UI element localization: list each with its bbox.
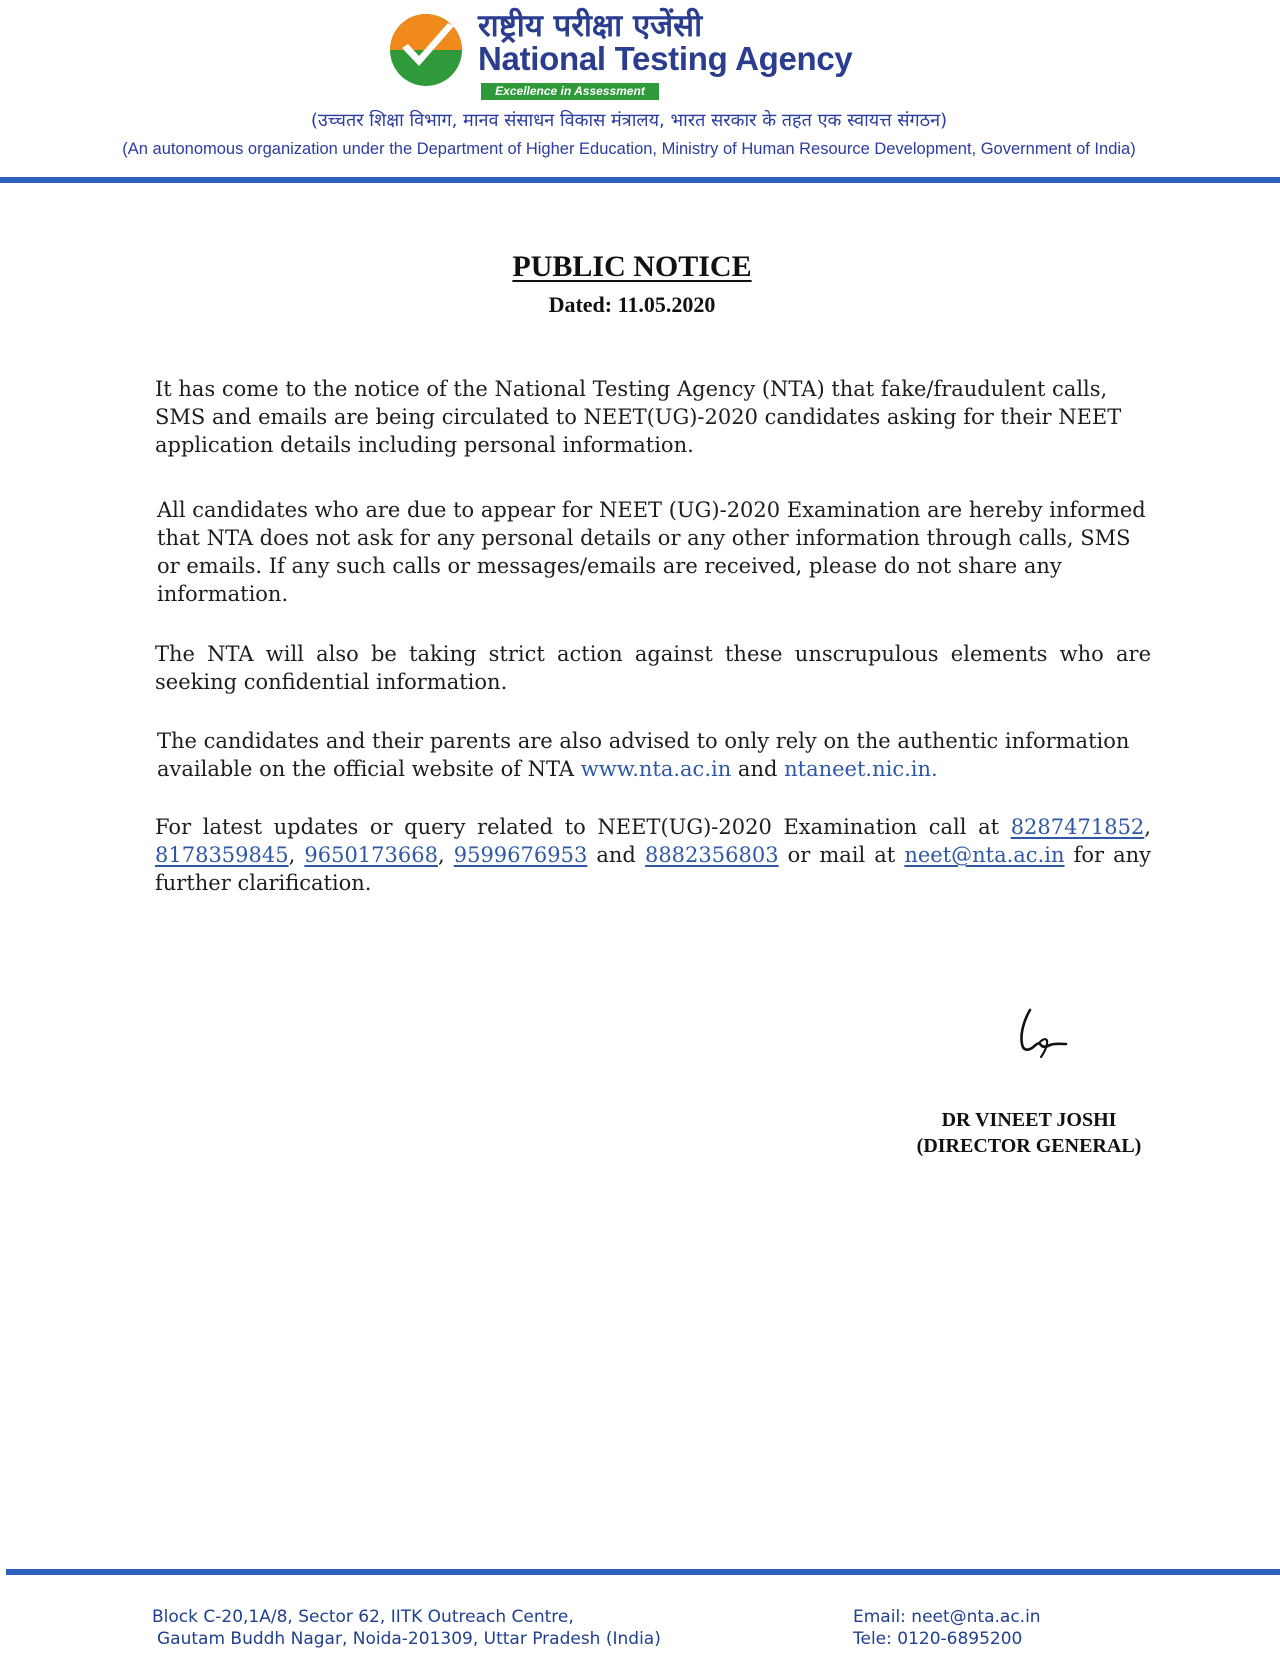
footer-email: Email: neet@nta.ac.in [853,1607,1041,1627]
signature-icon [1010,1004,1076,1064]
website-link-nta[interactable]: www.nta.ac.in [580,757,732,781]
subtitle-hindi: (उच्चतर शिक्षा विभाग, मानव संसाधन विकास मंत्रालय, भारत सरकार के तहत एक स्वायत्त संगठन) [310,110,948,131]
notice-title: PUBLIC NOTICE [512,250,752,283]
phone-link[interactable]: 8287471852 [1010,815,1145,839]
nta-logo-icon [388,12,464,88]
and-text: and [596,843,636,867]
joiner-text: and [737,757,778,781]
phone-link[interactable]: 9650173668 [304,843,438,867]
signatory-block [900,1107,1158,1159]
separator: , [437,843,445,867]
phone-link[interactable]: 9599676953 [453,843,588,867]
paragraph-contact [155,813,1151,897]
mail-text: or mail at [787,843,896,867]
footer-phone: Tele: 0120-6895200 [853,1629,1023,1649]
paragraph-fraud-notice: It has come to the notice of the National Testing Agency (NTA) that fake/fraudulent calls, SMS and emails are being circulated to NEET(UG)-2020 candidates asking for their NEET application details including personal information. [155,377,1122,457]
org-name-hindi: राष्ट्रीय परीक्षा एजेंसी [478,8,703,44]
paragraph-text: The candidates and their parents are also advised to only rely on the authentic information available on the official website of NTA [157,729,1130,781]
separator: , [1144,815,1151,839]
email-link[interactable]: neet@nta.ac.in [904,843,1065,867]
subtitle-english: (An autonomous organization under the Department of Higher Education, Ministry of Human Resource Development, Government of India) [122,140,1136,158]
paragraph-strict-action: The NTA will also be taking strict action against these unscrupulous elements who are seeking confidential information. [155,642,1151,694]
closing-text: for any further clarification. [155,843,1151,895]
footer-address-line-1: Block C-20,1A/8, Sector 62, IITK Outreach Centre, [152,1607,574,1627]
notice-date: Dated: 11.05.2020 [548,292,716,317]
footer-address-line-2: Gautam Buddh Nagar, Noida-201309, Uttar Pradesh (India) [157,1629,661,1649]
org-name-english: National Testing Agency [478,40,853,77]
paragraph-official-website [157,727,1153,783]
tagline-badge: Excellence in Assessment [481,83,659,100]
phone-link[interactable]: 8882356803 [644,843,779,867]
website-link-ntaneet[interactable]: ntaneet.nic.in. [784,757,938,781]
separator: , [288,843,296,867]
footer-divider [6,1569,1280,1575]
phone-link[interactable]: 8178359845 [155,843,289,867]
signatory-name: DR VINEET JOSHI [941,1109,1117,1131]
paragraph-no-personal-details: All candidates who are due to appear for NEET (UG)-2020 Examination are hereby informed that NTA does not ask for any personal details or any other information through calls, SMS or emails. If any such calls or messages/emails are received, please do not share any information. [157,498,1146,606]
contact-intro-text: For latest updates or query related to NEET(UG)-2020 Examination call at [155,815,1000,839]
header-divider [0,177,1280,183]
signatory-designation: (DIRECTOR GENERAL) [916,1135,1142,1157]
